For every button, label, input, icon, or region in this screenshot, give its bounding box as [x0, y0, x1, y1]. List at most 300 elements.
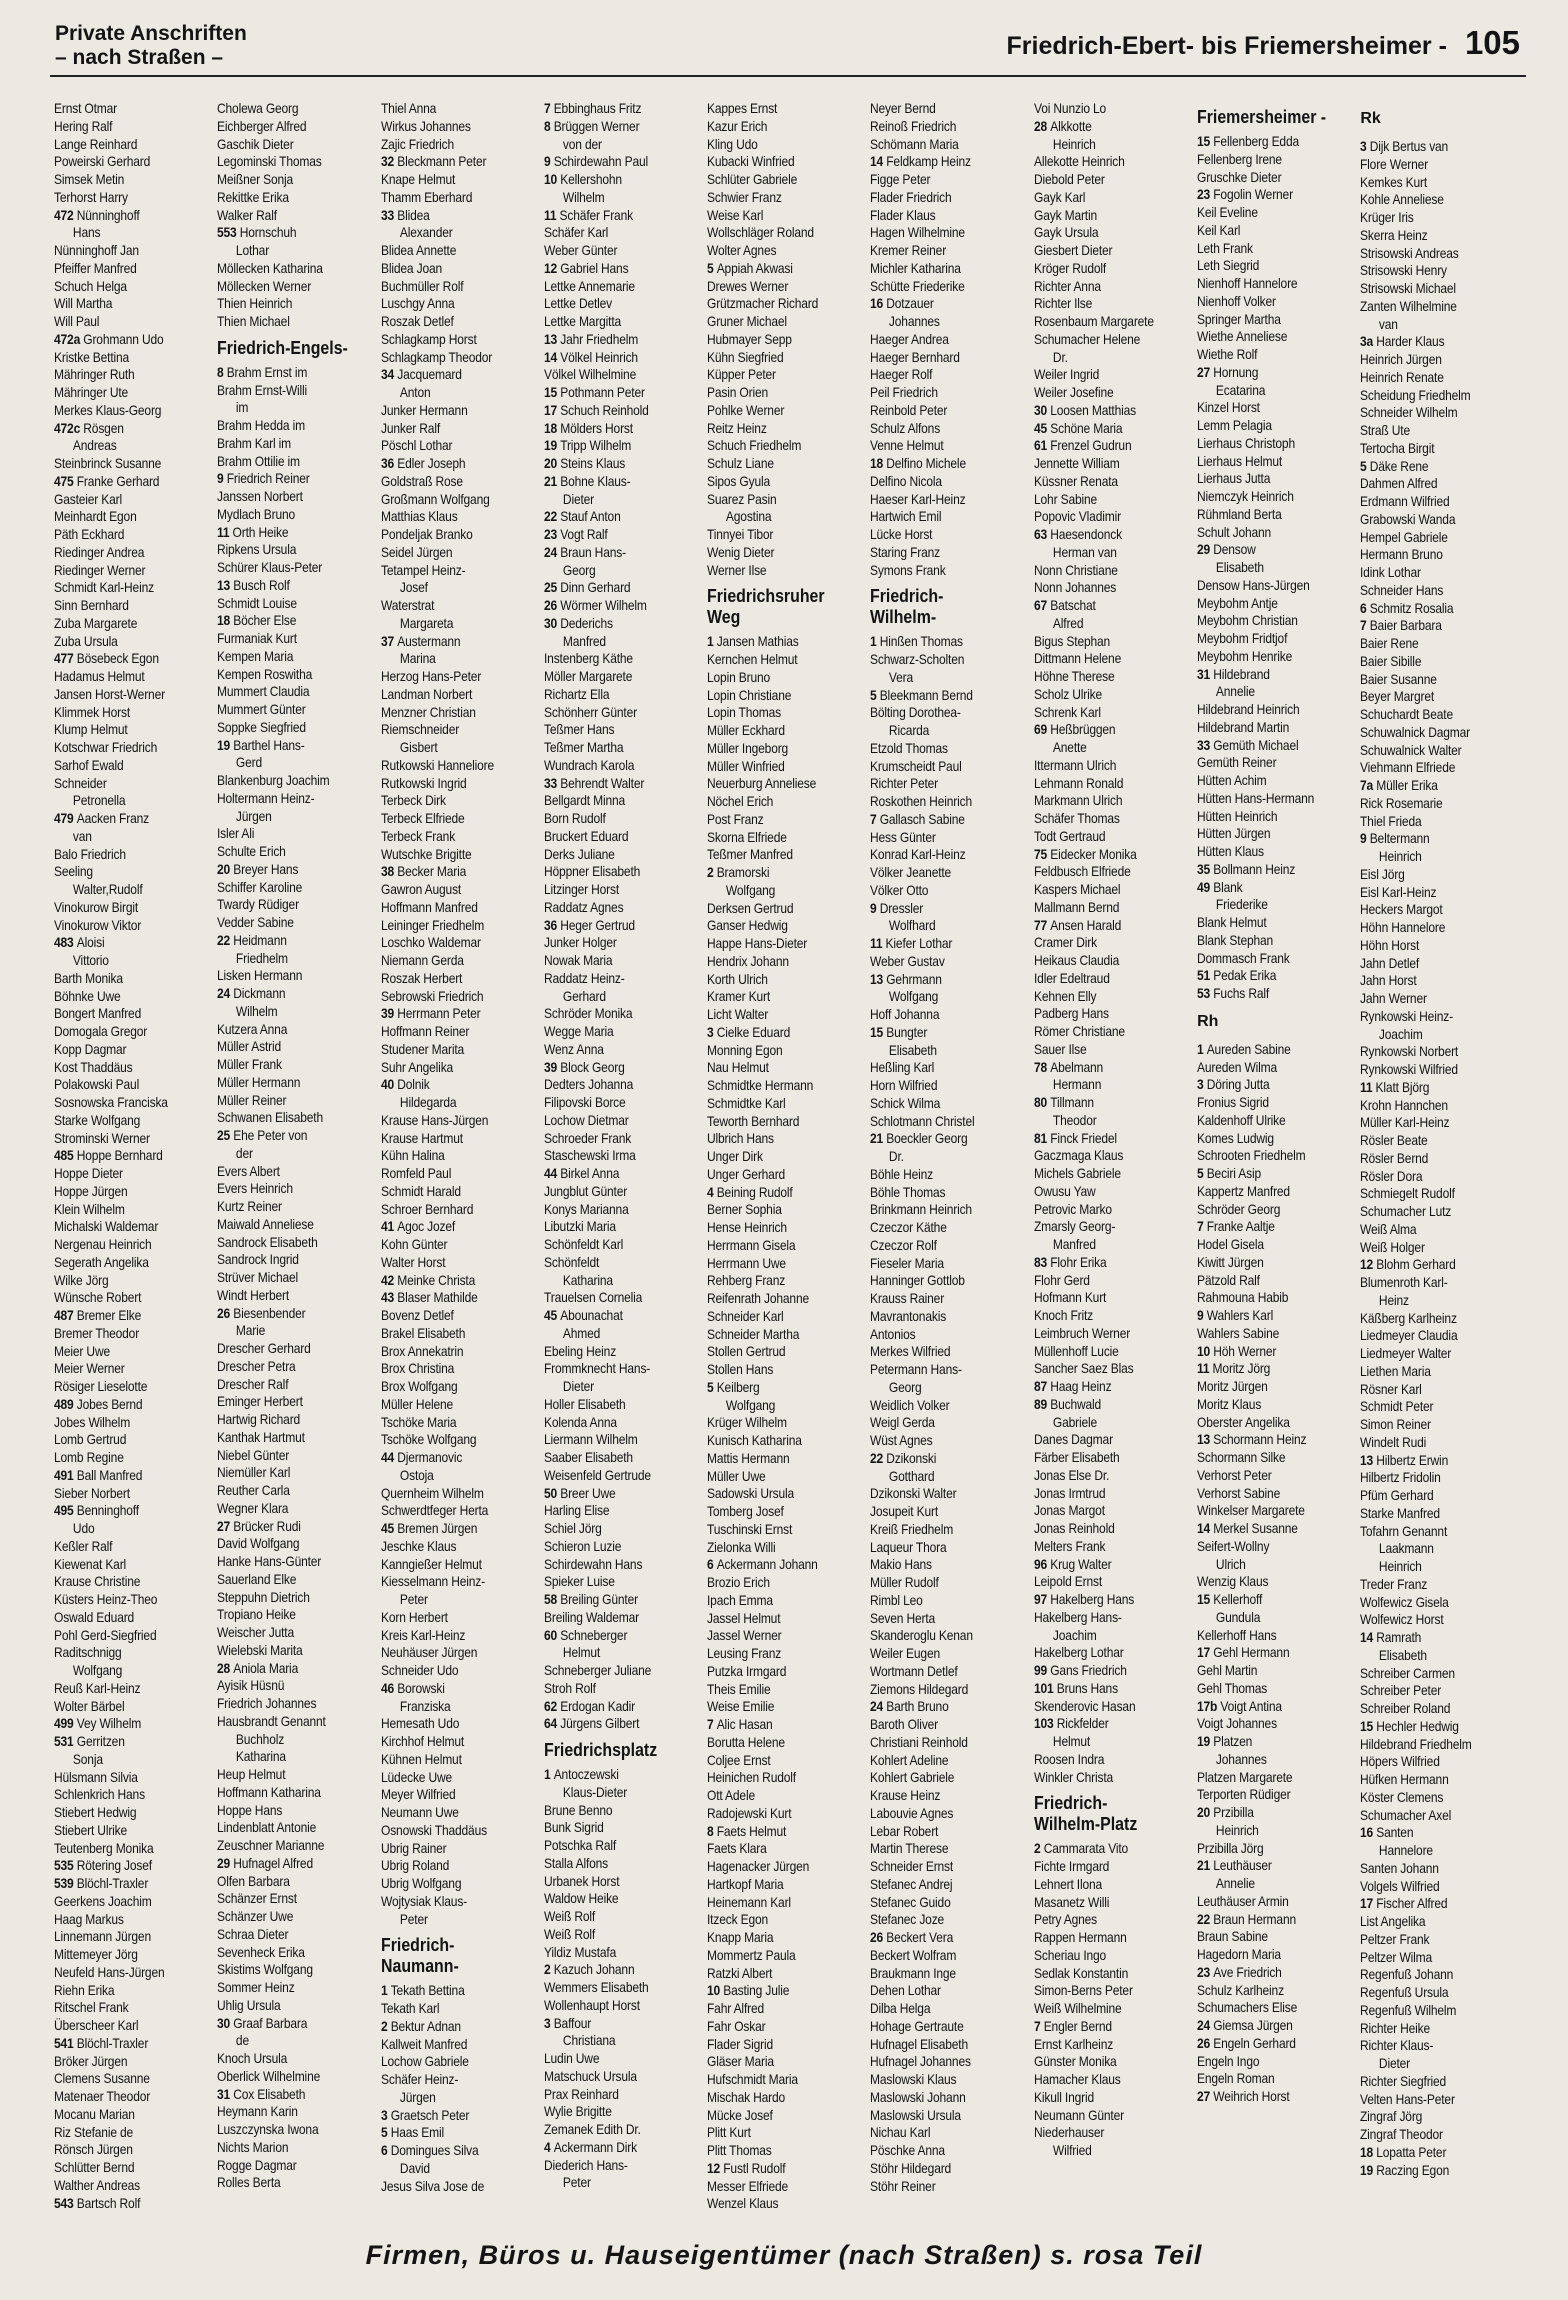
resident-entry: Schlütter Bernd — [54, 2159, 135, 2175]
resident-entry-continuation — [381, 650, 521, 668]
resident-entry: Schürer Klaus-Peter — [217, 559, 323, 575]
resident-entry: Simon Reiner — [1360, 1416, 1432, 1432]
resident-entry: Tuschinski Ernst — [707, 1520, 793, 1537]
resident-entry: Rynkowski Norbert — [1360, 1043, 1459, 1060]
resident-entry-continuation — [54, 828, 194, 846]
house-number-entry — [54, 1147, 194, 1165]
resident-entry: Seeling — [54, 863, 93, 880]
house-number-entry — [707, 1024, 847, 1042]
resident-name: Heinrich — [1379, 848, 1423, 864]
house-number-entry — [707, 1379, 847, 1397]
resident-entry: Gayk Karl — [1033, 188, 1086, 205]
house-number: 541 — [54, 2034, 77, 2051]
house-number-entry — [707, 1982, 847, 2000]
resident-entry: Schäfer Heinz- — [380, 2071, 458, 2087]
resident-name: Tripp Wilhelm — [560, 437, 632, 454]
resident-entry: Danes Dagmar — [1033, 1431, 1113, 1448]
house-number-entry — [1197, 1076, 1337, 1094]
resident-entry: Gruner Michael — [707, 313, 788, 329]
resident-entry: Keil Karl — [1197, 221, 1241, 238]
house-number: 19 — [543, 437, 561, 454]
resident-name: Przibilla — [1213, 1804, 1254, 1820]
resident-entry: Lopin Thomas — [707, 704, 782, 721]
house-number: 11 — [1360, 1078, 1376, 1095]
resident-entry: Pohlke Werner — [707, 401, 785, 418]
house-number-entry — [54, 1307, 194, 1325]
house-number-entry — [1034, 597, 1174, 615]
resident-entry: Drescher Ralf — [217, 1375, 289, 1392]
resident-entry: Hildebrand Heinrich — [1197, 701, 1300, 717]
house-number-entry — [1360, 1256, 1500, 1274]
resident-name: Heger Gertrud — [560, 916, 635, 933]
house-number: 103 — [1033, 1715, 1057, 1732]
resident-entry: Pöschl Lothar — [380, 437, 452, 454]
resident-name: Agostina — [726, 508, 772, 525]
resident-entry: Herrmann Uwe — [707, 1254, 787, 1271]
resident-entry: Hess Günter — [870, 828, 937, 845]
header-rule — [50, 75, 1526, 77]
house-number: 101 — [1033, 1679, 1057, 1696]
house-number-entry — [381, 1982, 521, 2000]
resident-entry: Hermann Bruno — [1360, 546, 1444, 563]
resident-entry: Hakelberg Lothar — [1033, 1644, 1124, 1661]
resident-entry: Vedder Sabine — [217, 914, 295, 930]
resident-entry: Haag Markus — [54, 1910, 124, 1927]
house-number: 1 — [707, 633, 717, 650]
resident-name: Edler Joseph — [396, 455, 466, 471]
resident-entry-continuation — [1360, 848, 1500, 866]
house-number-entry — [544, 1698, 684, 1716]
house-number-entry — [1034, 118, 1174, 136]
house-number: 2 — [707, 864, 717, 880]
resident-name: Breiling Günter — [560, 1591, 638, 1607]
resident-entry-continuation — [544, 1378, 684, 1396]
house-number: 37 — [380, 632, 397, 649]
resident-name: Wolfgang — [72, 1662, 123, 1678]
resident-entry-continuation — [1034, 1112, 1174, 1130]
house-number: 27 — [1197, 363, 1214, 380]
resident-entry-continuation — [1197, 1751, 1337, 1769]
resident-entry: Hartwig Richard — [217, 1411, 301, 1427]
resident-name: Rickfelder — [1056, 1715, 1109, 1732]
resident-name: Barth Bruno — [886, 1698, 950, 1715]
house-number: 7 — [1033, 2017, 1044, 2034]
resident-name: Peter — [399, 1591, 428, 1607]
resident-entry: Riehn Erika — [54, 1981, 115, 1998]
resident-name: Aacken Franz — [76, 810, 149, 826]
house-number-entry — [1197, 861, 1337, 879]
resident-entry: Schänzer Ernst — [217, 1890, 298, 1907]
resident-entry: Schumacher Axel — [1360, 1806, 1452, 1823]
resident-name: Fellenberg Edda — [1213, 133, 1300, 149]
house-number: 14 — [1360, 1629, 1377, 1645]
house-number-entry — [1197, 1343, 1337, 1361]
house-number: 21 — [870, 1130, 887, 1147]
resident-name: Ahmed — [562, 1324, 601, 1341]
resident-entry: Thien Heinrich — [217, 295, 293, 312]
resident-entry: Bruckert Eduard — [543, 827, 629, 844]
resident-entry: Nichau Karl — [870, 2124, 931, 2141]
house-number-entry — [381, 2124, 521, 2142]
resident-entry: Vinokurow Viktor — [54, 916, 142, 933]
house-number: 17 — [1197, 1644, 1214, 1661]
resident-entry: Ratzki Albert — [707, 1964, 773, 1981]
resident-entry: Flore Werner — [1360, 155, 1429, 172]
resident-name: Bungter — [886, 1023, 928, 1040]
resident-name: Manfred — [1052, 1236, 1096, 1252]
resident-entry: Weigl Gerda — [870, 1414, 936, 1431]
resident-entry-continuation — [217, 754, 357, 772]
resident-entry: Schütte Friederike — [870, 277, 966, 294]
resident-entry: Krohn Hannchen — [1360, 1096, 1449, 1113]
resident-name: Gans Friedrich — [1050, 1662, 1127, 1678]
resident-entry: Reifenrath Johanne — [707, 1290, 810, 1306]
resident-entry: Kurtz Reiner — [217, 1198, 283, 1214]
house-number-entry — [217, 932, 357, 950]
resident-entry: Matenaer Theodor — [54, 2088, 151, 2104]
resident-name: Blohm Gerhard — [1376, 1256, 1457, 1273]
resident-entry: Reinbold Peter — [870, 401, 948, 418]
resident-entry: Teßmer Hans — [543, 721, 615, 738]
house-number: 11 — [543, 206, 560, 223]
resident-entry: Nienhoff Volker — [1197, 292, 1276, 309]
house-number-entry — [54, 2035, 194, 2053]
house-number-entry — [54, 1715, 194, 1733]
directory-column — [1360, 100, 1523, 2230]
house-number-entry — [544, 1591, 684, 1609]
house-number-entry — [544, 597, 684, 615]
house-number-entry — [1034, 1396, 1174, 1414]
resident-entry: Mücke Josef — [707, 2106, 773, 2123]
resident-entry: Lochow Gabriele — [380, 2053, 469, 2070]
resident-name: Busch Rolf — [233, 576, 291, 593]
resident-entry: Nonn Johannes — [1033, 579, 1116, 596]
resident-entry: Müller Frank — [217, 1056, 283, 1072]
resident-entry: Stroh Rolf — [543, 1679, 596, 1696]
resident-entry: Eminger Herbert — [217, 1393, 304, 1410]
resident-entry: Kohle Anneliese — [1360, 191, 1445, 208]
resident-entry: Schneider Udo — [380, 1662, 459, 1678]
resident-entry: Weiß Wilhelmine — [1033, 2000, 1122, 2016]
resident-entry: Braukmann Inge — [870, 1964, 957, 1981]
resident-entry: Ziemons Hildegard — [870, 1680, 969, 1697]
resident-entry: Krauss Rainer — [870, 1290, 945, 1306]
resident-name: Bremen Jürgen — [396, 1520, 477, 1536]
house-number: 61 — [1033, 437, 1051, 454]
resident-entry: Regenfuß Johann — [1360, 1966, 1454, 1983]
resident-entry: Klimmek Horst — [54, 703, 131, 720]
house-number: 19 — [1197, 1733, 1214, 1749]
resident-entry-continuation — [381, 1467, 521, 1485]
resident-entry: Haeger Bernhard — [870, 348, 961, 365]
house-number: 31 — [1197, 665, 1214, 682]
resident-entry: Mattis Hermann — [707, 1449, 790, 1466]
directory-column — [707, 100, 870, 2230]
resident-entry: Höpers Wilfried — [1360, 1753, 1441, 1770]
resident-entry: Raditschnigg — [54, 1644, 122, 1661]
resident-entry: Rösler Beate — [1360, 1132, 1428, 1148]
house-number: 31 — [217, 2085, 234, 2102]
house-number-entry — [217, 985, 357, 1003]
house-number-entry — [217, 612, 357, 630]
resident-name: Blank — [1213, 878, 1243, 895]
resident-entry: Dzikonski Walter — [870, 1485, 957, 1502]
resident-entry: Krüger Wilhelm — [707, 1414, 788, 1431]
resident-entry: Idler Edeltraud — [1033, 969, 1110, 986]
resident-name: Bollmann Heinz — [1213, 860, 1296, 877]
house-number: 75 — [1033, 845, 1051, 862]
resident-entry: Lomb Regine — [54, 1449, 124, 1465]
resident-name: Bremer Elke — [76, 1307, 142, 1323]
resident-entry: Skenderovic Hasan — [1033, 1697, 1136, 1714]
resident-entry: Schäfer Thomas — [1033, 810, 1120, 826]
house-number: 9 — [217, 470, 227, 487]
resident-name: Gabriele — [1052, 1413, 1097, 1430]
resident-name: Katharina — [236, 1748, 287, 1765]
house-number-entry — [544, 473, 684, 491]
resident-entry: Leininger Friedhelm — [380, 916, 484, 933]
resident-entry: Strüver Michael — [217, 1269, 299, 1285]
resident-name: Borowski — [396, 1679, 445, 1696]
resident-entry: Kaspers Michael — [1033, 881, 1121, 897]
resident-entry: Sevenheck Erika — [217, 1943, 306, 1960]
resident-name: Laakmann — [1379, 1540, 1435, 1557]
house-number: 50 — [543, 1484, 561, 1501]
house-number-entry — [381, 1449, 521, 1467]
house-number-entry — [1197, 1911, 1337, 1929]
resident-entry: Schreiber Carmen — [1360, 1664, 1456, 1681]
resident-entry: Suhr Angelika — [380, 1058, 453, 1075]
resident-entry: Czeczor Rolf — [870, 1236, 938, 1253]
resident-name: Wolfgang — [889, 988, 939, 1005]
resident-entry: Todt Gertraud — [1033, 827, 1106, 844]
resident-entry: Licht Walter — [707, 1006, 769, 1022]
house-number-entry — [1197, 985, 1337, 1003]
resident-entry-continuation — [1034, 1076, 1174, 1094]
resident-name: Wolfgang — [726, 1396, 776, 1413]
resident-entry: Will Paul — [54, 313, 100, 329]
resident-entry: Berner Sophia — [707, 1201, 782, 1218]
resident-entry: Petrovic Marko — [1033, 1200, 1112, 1217]
resident-entry: Tertocha Birgit — [1360, 439, 1435, 456]
resident-entry: Evers Albert — [217, 1162, 281, 1179]
house-number: 1 — [380, 1982, 391, 1999]
resident-entry: Saaber Elisabeth — [543, 1449, 633, 1465]
resident-name: Johannes — [1215, 1750, 1267, 1767]
resident-entry: Päth Eckhard — [54, 526, 125, 542]
resident-entry: Köster Clemens — [1360, 1788, 1444, 1805]
house-number-entry — [707, 1184, 847, 1202]
resident-entry: Großmann Wolfgang — [380, 490, 490, 507]
house-number: 5 — [380, 2124, 391, 2141]
house-number-entry — [1360, 830, 1500, 848]
house-number: 4 — [707, 1183, 717, 1200]
resident-entry: Bunk Sigrid — [543, 1819, 604, 1836]
resident-entry: Korn Herbert — [380, 1608, 448, 1625]
resident-entry: Mummert Günter — [217, 701, 306, 717]
resident-entry: Schiffer Karoline — [217, 878, 303, 895]
resident-entry: Seidel Jürgen — [380, 543, 452, 560]
house-number-entry — [1360, 1629, 1500, 1647]
resident-entry: Hubmayer Sepp — [707, 330, 792, 347]
street-heading: Friedrich- — [380, 1934, 454, 1956]
resident-entry: Terbeck Dirk — [380, 792, 446, 809]
resident-entry: Wojtysiak Klaus- — [380, 1892, 467, 1909]
house-number-entry — [1034, 1840, 1174, 1858]
resident-entry: Hohage Gertraute — [870, 2017, 965, 2034]
resident-name: Finck Friedel — [1050, 1129, 1117, 1146]
resident-entry: Knoch Fritz — [1033, 1307, 1093, 1323]
resident-entry: Müller Eckhard — [707, 722, 786, 738]
resident-entry: Richartz Ella — [543, 685, 610, 702]
resident-entry: Schönfeldt — [543, 1253, 600, 1270]
house-number: 7 — [1197, 1218, 1207, 1235]
directory-column — [1034, 100, 1197, 2230]
resident-entry: Schneberger Juliane — [543, 1662, 652, 1678]
house-number: 553 — [217, 224, 241, 241]
resident-entry: Peltzer Wilma — [1360, 1948, 1433, 1965]
resident-entry: Meier Uwe — [54, 1342, 110, 1359]
resident-entry: Kotschwar Friedrich — [54, 739, 158, 755]
resident-entry: Schmidtke Karl — [707, 1094, 786, 1111]
resident-entry-continuation — [1197, 382, 1337, 400]
house-number-entry — [544, 384, 684, 402]
resident-entry: Venne Helmut — [870, 437, 945, 454]
resident-entry: Ayisik Hüsnü — [217, 1677, 285, 1694]
house-number: 58 — [543, 1591, 561, 1607]
resident-name: Schmitz Rosalia — [1370, 599, 1454, 616]
resident-entry: Waterstrat — [380, 597, 434, 613]
house-number: 10 — [543, 171, 561, 187]
house-number: 5 — [870, 686, 881, 703]
house-number-entry — [381, 2018, 521, 2036]
resident-entry: Krause Hans-Jürgen — [380, 1111, 488, 1128]
resident-entry: Sebrowski Friedrich — [380, 987, 484, 1004]
resident-entry: Hamacher Klaus — [1033, 2071, 1121, 2087]
resident-entry: Kiewenat Karl — [54, 1555, 127, 1572]
resident-name: Voigt Antina — [1220, 1697, 1283, 1714]
house-number: 44 — [543, 1165, 561, 1181]
resident-entry: Aureden Wilma — [1197, 1058, 1278, 1075]
resident-entry: Maiwald Anneliese — [217, 1215, 315, 1232]
house-number: 45 — [543, 1307, 561, 1323]
resident-name: Jacquemard — [396, 366, 462, 383]
resident-name: Basting Julie — [723, 1982, 790, 1999]
resident-entry: Dilba Helga — [870, 2000, 931, 2016]
house-number-entry — [1360, 458, 1500, 476]
resident-entry: Wenzel Klaus — [707, 2195, 779, 2212]
resident-entry: Blidea Joan — [380, 259, 442, 276]
directory-column — [544, 100, 707, 2230]
resident-entry: Strisowski Henry — [1360, 262, 1448, 279]
resident-entry: Jansen Horst-Werner — [54, 685, 165, 702]
resident-entry: Völker Otto — [870, 881, 929, 898]
resident-entry: Ubrig Wolfgang — [380, 1875, 461, 1891]
resident-entry: Schömann Maria — [870, 135, 960, 152]
resident-entry: Schneider Hans — [1360, 581, 1444, 598]
resident-name: Ackermann Johann — [716, 1556, 818, 1573]
resident-name: Däke Rene — [1370, 457, 1429, 474]
resident-entry: Haeser Karl-Heinz — [870, 490, 966, 507]
resident-entry: Bigus Stephan — [1033, 632, 1110, 649]
resident-entry: Riedinger Werner — [54, 561, 146, 578]
resident-entry: Czeczor Käthe — [870, 1219, 948, 1235]
resident-name: Klatt Björg — [1375, 1078, 1430, 1095]
house-number: 36 — [380, 455, 397, 471]
resident-entry: Blidea Annette — [380, 242, 456, 258]
house-number: 9 — [1197, 1307, 1207, 1323]
resident-entry: Weiler Ingrid — [1033, 366, 1099, 383]
resident-entry: Pasin Orien — [707, 384, 769, 400]
resident-entry-continuation — [1034, 1733, 1174, 1751]
resident-entry: Landman Norbert — [380, 685, 472, 702]
resident-entry: Strisowski Michael — [1360, 280, 1457, 296]
house-number-entry — [544, 100, 684, 118]
resident-entry-continuation — [381, 1698, 521, 1716]
house-number: 15 — [870, 1023, 887, 1040]
resident-entry: Kanngießer Helmut — [380, 1555, 482, 1572]
resident-entry: Uhlig Ursula — [217, 1996, 281, 2013]
resident-entry: Gehl Thomas — [1197, 1679, 1268, 1696]
resident-entry-continuation — [870, 1148, 1010, 1166]
resident-entry: Mydlach Bruno — [217, 505, 296, 522]
resident-entry-continuation — [1034, 1414, 1174, 1432]
resident-entry: Schwier Franz — [707, 188, 782, 205]
resident-entry: Nienhoff Hannelore — [1197, 275, 1298, 291]
resident-entry: Heinemann Karl — [707, 1893, 792, 1910]
house-number-entry — [1360, 1079, 1500, 1097]
resident-entry: Riz Stefanie de — [54, 2123, 134, 2140]
resident-entry: Michler Katharina — [870, 259, 962, 276]
resident-entry: Nowak Maria — [543, 952, 613, 968]
resident-entry-continuation — [54, 881, 194, 899]
house-number-entry — [381, 1289, 521, 1307]
resident-name: Cammarata Vito — [1043, 1840, 1128, 1857]
resident-name: Giemsa Jürgen — [1213, 2017, 1293, 2033]
resident-entry: Sosnowska Franciska — [54, 1094, 168, 1110]
house-number: 43 — [380, 1289, 397, 1306]
resident-entry: Roszak Herbert — [380, 969, 462, 986]
resident-name: Beciri Asip — [1206, 1165, 1262, 1181]
resident-name: Hufnagel Alfred — [233, 1854, 314, 1871]
resident-entry: Wegge Maria — [543, 1023, 614, 1039]
resident-entry: Schrooten Friedhelm — [1197, 1147, 1306, 1164]
resident-entry: Hoppe Dieter — [54, 1165, 123, 1181]
house-number-entry — [544, 349, 684, 367]
house-number: 28 — [1033, 117, 1051, 134]
resident-entry: Meybohm Henrike — [1197, 647, 1293, 664]
resident-name: Wilhelm — [562, 188, 605, 205]
resident-name: Ulrich — [1215, 1555, 1246, 1572]
resident-name: Ansen Harald — [1050, 916, 1121, 933]
resident-name: Austermann — [396, 632, 461, 649]
resident-name: Lopatta Peter — [1376, 2143, 1447, 2160]
resident-entry: Kost Thaddäus — [54, 1058, 133, 1075]
resident-entry: Lettke Annemarie — [543, 277, 635, 294]
house-number: 3 — [1360, 138, 1371, 154]
resident-entry: Krüger Iris — [1360, 209, 1415, 225]
resident-entry: Winkler Christa — [1033, 1768, 1113, 1785]
house-number: 20 — [217, 860, 234, 877]
house-number-entry — [544, 455, 684, 473]
resident-entry: Brahm Ernst-Willi — [217, 381, 308, 398]
resident-name: Faets Helmut — [716, 1822, 787, 1839]
resident-entry: Dedters Johanna — [543, 1076, 634, 1093]
resident-entry: Potschka Ralf — [543, 1837, 616, 1853]
resident-entry: Scholz Ulrike — [1033, 685, 1102, 702]
resident-name: Antoczewski — [553, 1766, 619, 1782]
house-number-entry — [1197, 1520, 1337, 1538]
